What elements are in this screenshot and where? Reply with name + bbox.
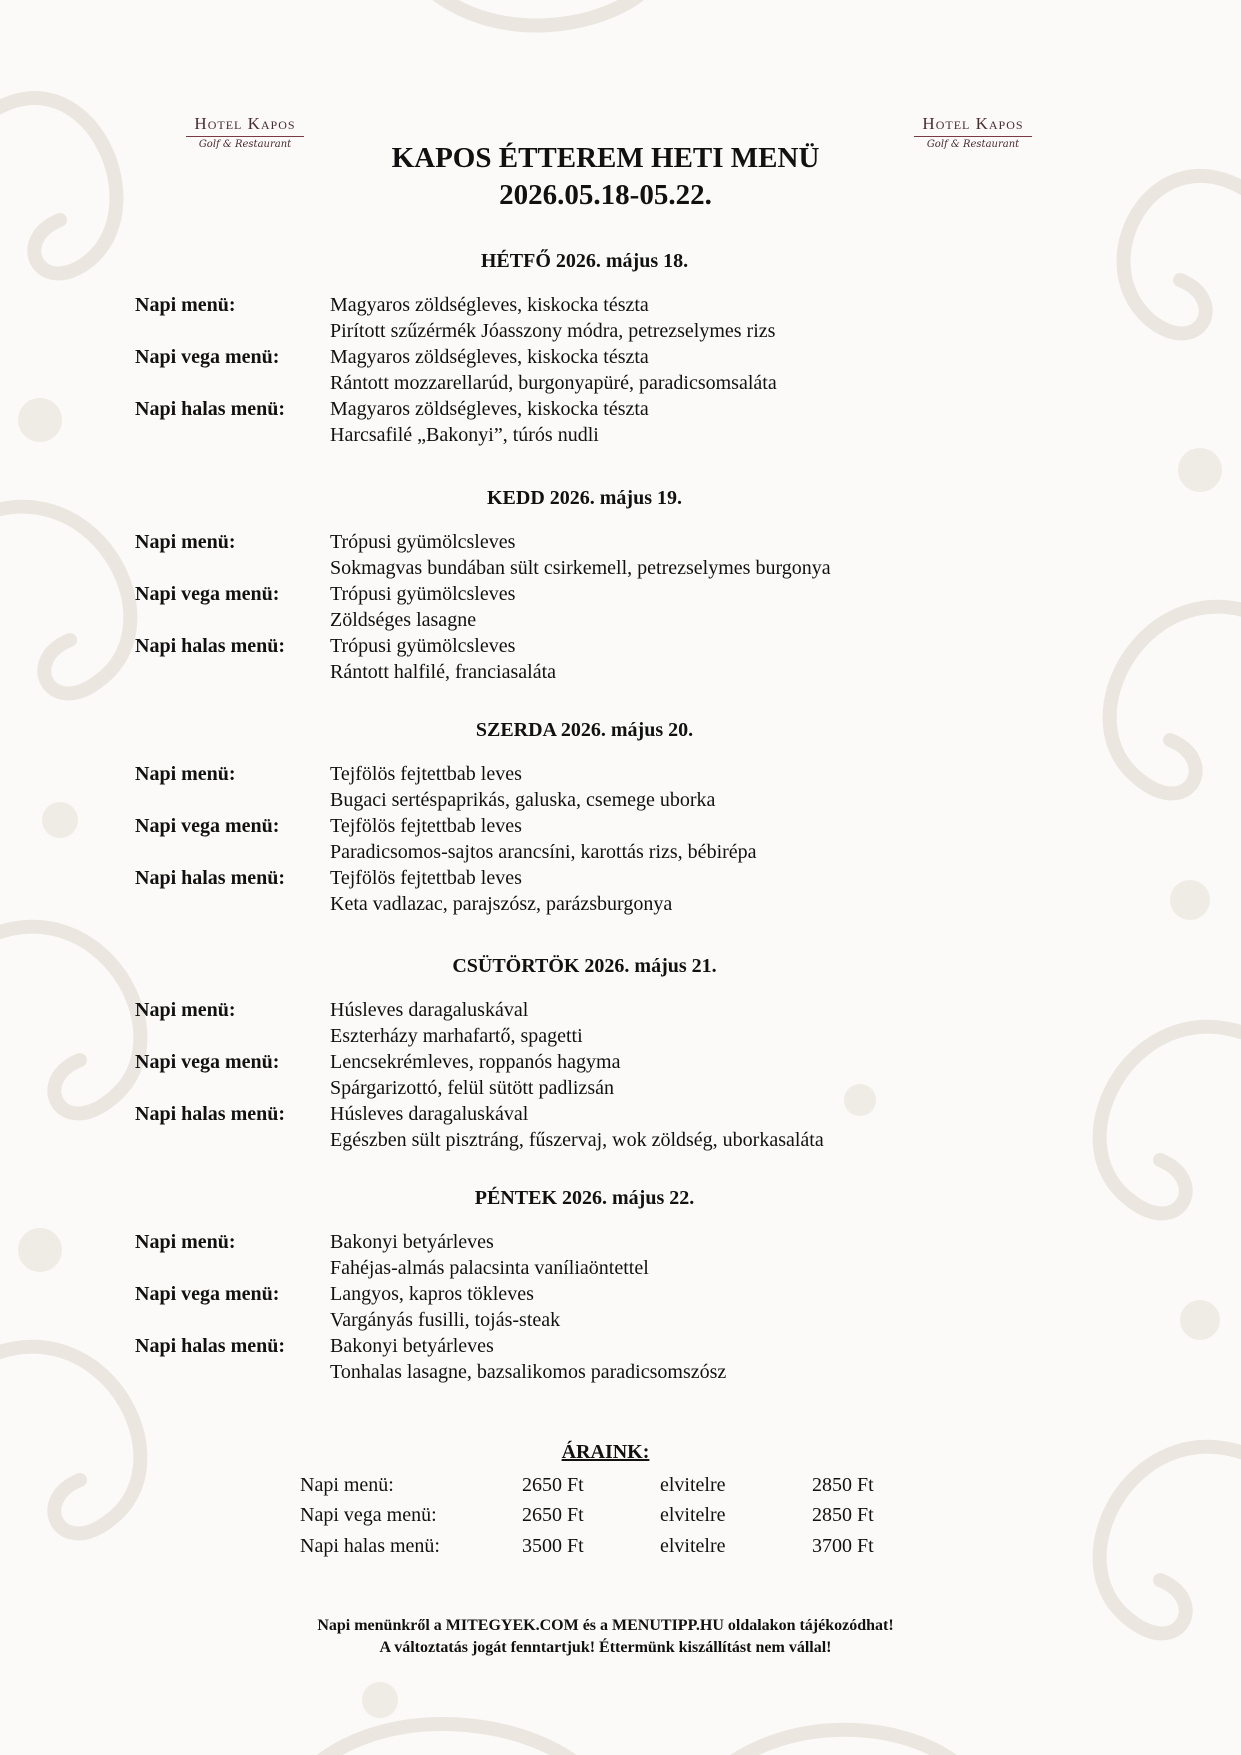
menu-item-soup: Trópusi gyümölcsleves	[330, 583, 516, 605]
takeaway-price: 2850 Ft	[812, 1474, 874, 1496]
takeaway-price: 2850 Ft	[812, 1504, 874, 1526]
menu-item-soup: Trópusi gyümölcsleves	[330, 635, 516, 657]
price-row	[300, 1474, 1000, 1500]
logo-divider	[186, 136, 304, 137]
price-row	[300, 1504, 1000, 1530]
menu-item-soup: Tejfölös fejtettbab leves	[330, 867, 522, 889]
logo-divider	[914, 136, 1032, 137]
takeaway-label: elvitelre	[660, 1504, 726, 1526]
menu-item-soup: Trópusi gyümölcsleves	[330, 531, 516, 553]
takeaway-label: elvitelre	[660, 1474, 726, 1496]
title-line-2: 2026.05.18-05.22.	[499, 179, 712, 211]
menu-item-soup: Húsleves daragaluskával	[330, 999, 529, 1021]
price-row	[300, 1535, 1000, 1561]
footer-line-2: A változtatás jogát fenntartjuk! Éttermünk kiszállítást nem vállal!	[379, 1639, 832, 1656]
logo-name: Hotel Kapos	[922, 114, 1024, 133]
menu-item-main: Fahéjas-almás palacsinta vaníliaöntettel	[330, 1257, 649, 1279]
logo-name: Hotel Kapos	[194, 114, 296, 133]
menu-item-main: Rántott mozzarellarúd, burgonyapüré, paradicsomsaláta	[330, 372, 777, 394]
menu-item-soup: Magyaros zöldségleves, kiskocka tészta	[330, 398, 649, 420]
prices-heading: ÁRAINK:	[561, 1441, 650, 1463]
menu-label: Napi menü:	[135, 999, 236, 1021]
price-value: 2650 Ft	[522, 1504, 584, 1526]
menu-label: Napi vega menü:	[135, 346, 280, 368]
menu-item-soup: Bakonyi betyárleves	[330, 1231, 494, 1253]
menu-item-soup: Lencsekrémleves, roppanós hagyma	[330, 1051, 621, 1073]
menu-item-main: Eszterházy marhafartő, spagetti	[330, 1025, 583, 1047]
menu-label: Napi halas menü:	[135, 1335, 286, 1357]
price-value: 3500 Ft	[522, 1535, 584, 1557]
price-label: Napi menü:	[300, 1474, 394, 1496]
price-label: Napi vega menü:	[300, 1504, 437, 1526]
menu-label: Napi vega menü:	[135, 1283, 280, 1305]
menu-item-main: Harcsafilé „Bakonyi”, túrós nudli	[330, 424, 599, 446]
logo-subtitle: Golf & Restaurant	[926, 139, 1020, 150]
menu-label: Napi halas menü:	[135, 1103, 286, 1125]
menu-item-main: Egészben sült pisztráng, fűszervaj, wok zöldség, uborkasaláta	[330, 1129, 824, 1151]
menu-item-main: Pirított szűzérmék Jóasszony módra, petrezselymes rizs	[330, 320, 776, 342]
day-heading: SZERDA 2026. május 20.	[475, 719, 694, 741]
menu-item-main: Zöldséges lasagne	[330, 609, 477, 631]
menu-label: Napi halas menü:	[135, 635, 286, 657]
menu-item-main: Vargányás fusilli, tojás-steak	[330, 1309, 561, 1331]
menu-label: Napi vega menü:	[135, 815, 280, 837]
footer-note	[0, 1615, 1211, 1659]
logo-subtitle: Golf & Restaurant	[198, 139, 292, 150]
page-title	[0, 140, 1211, 214]
menu-label: Napi menü:	[135, 294, 236, 316]
takeaway-price: 3700 Ft	[812, 1535, 874, 1557]
menu-item-main: Bugaci sertéspaprikás, galuska, csemege uborka	[330, 789, 716, 811]
takeaway-label: elvitelre	[660, 1535, 726, 1557]
price-value: 2650 Ft	[522, 1474, 584, 1496]
day-heading: KEDD 2026. május 19.	[486, 487, 682, 509]
menu-item-main: Rántott halfilé, franciasaláta	[330, 661, 557, 683]
menu-item-soup: Tejfölös fejtettbab leves	[330, 763, 522, 785]
menu-label: Napi halas menü:	[135, 398, 286, 420]
menu-item-soup: Magyaros zöldségleves, kiskocka tészta	[330, 346, 649, 368]
menu-label: Napi vega menü:	[135, 1051, 280, 1073]
menu-item-main: Paradicsomos-sajtos arancsíni, karottás rizs, bébirépa	[330, 841, 757, 863]
menu-label: Napi menü:	[135, 763, 236, 785]
menu-item-main: Sokmagvas bundában sült csirkemell, petrezselymes burgonya	[330, 557, 831, 579]
menu-item-main: Tonhalas lasagne, bazsalikomos paradicsomszósz	[330, 1361, 727, 1383]
menu-item-soup: Húsleves daragaluskával	[330, 1103, 529, 1125]
menu-item-soup: Bakonyi betyárleves	[330, 1335, 494, 1357]
menu-item-soup: Magyaros zöldségleves, kiskocka tészta	[330, 294, 649, 316]
menu-label: Napi menü:	[135, 531, 236, 553]
menu-item-main: Spárgarizottó, felül sütött padlizsán	[330, 1077, 615, 1099]
day-heading: PÉNTEK 2026. május 22.	[474, 1187, 695, 1209]
menu-item-main: Keta vadlazac, parajszósz, parázsburgonya	[330, 893, 673, 915]
title-line-1: KAPOS ÉTTEREM HETI MENÜ	[391, 142, 820, 174]
menu-label: Napi menü:	[135, 1231, 236, 1253]
menu-label: Napi vega menü:	[135, 583, 280, 605]
day-heading: CSÜTÖRTÖK 2026. május 21.	[452, 955, 717, 977]
menu-item-soup: Tejfölös fejtettbab leves	[330, 815, 522, 837]
day-heading: HÉTFŐ 2026. május 18.	[480, 250, 689, 272]
menu-item-soup: Langyos, kapros tökleves	[330, 1283, 534, 1305]
price-label: Napi halas menü:	[300, 1535, 440, 1557]
menu-label: Napi halas menü:	[135, 867, 286, 889]
footer-line-1: Napi menünkről a MITEGYEK.COM és a MENUTIPP.HU oldalakon tájékozódhat!	[317, 1617, 894, 1634]
